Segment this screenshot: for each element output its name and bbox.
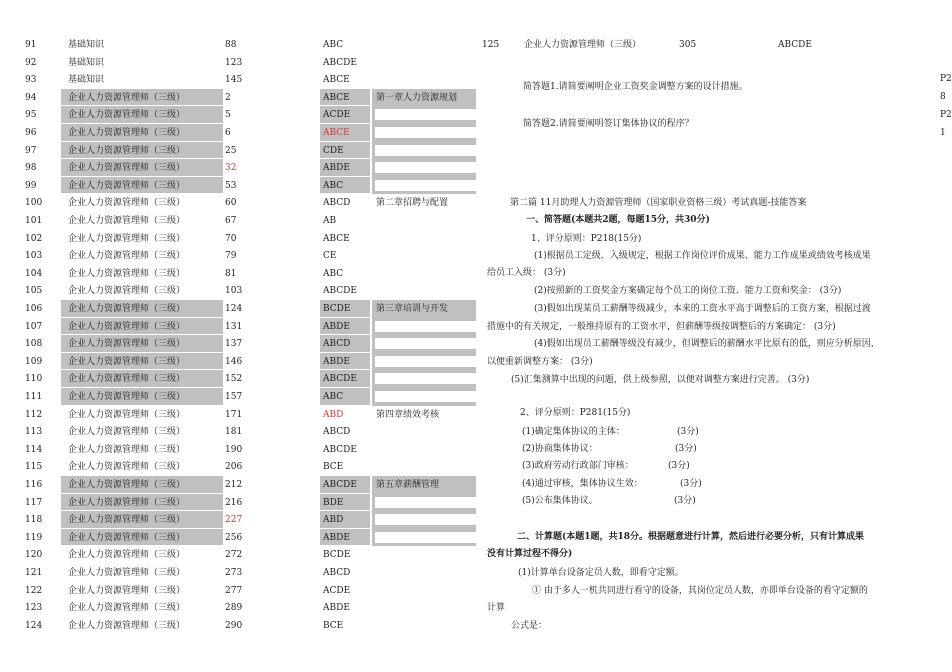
row-question-number: 81 [225,268,237,279]
section-1-heading: 一、简答题(本题共2题，每题15分，共30分) [526,215,710,225]
row-number: 91 [25,40,37,50]
row-answer: ABC [323,392,344,402]
row-number: 105 [25,286,43,297]
row-question-number: 60 [225,198,237,209]
row-number: 115 [25,462,43,473]
edge-text: 8 [940,92,946,102]
row-question-number: 256 [225,532,243,543]
row-number: 110 [25,374,43,385]
row-category: 企业人力资源管理师（三级） [68,374,186,385]
row-number: 93 [25,75,37,86]
row-number: 102 [25,233,43,244]
row-answer: ABCE [323,92,350,103]
row-answer: ABDE [323,603,350,614]
row-answer: AB [323,216,337,226]
row-number: 103 [25,251,43,262]
row-answer: ABCDE [323,286,357,297]
row-answer: ABCD [323,339,351,350]
row-question-number: 290 [225,620,243,631]
row-answer: BDE [323,497,344,508]
row-number: 119 [25,532,43,543]
blank-field [375,321,476,332]
answer-line: 以便重新调整方案： (3分) [487,357,593,367]
row-question-number: 2 [225,92,231,103]
row-category: 企业人力资源管理师（三级） [68,603,186,614]
table-row [0,423,480,441]
list-item: (2)协商集体协议： [522,444,598,454]
row-number: 122 [25,585,43,596]
row-question-number: 79 [225,251,237,262]
row-question-number: 216 [225,497,243,508]
row-category: 企业人力资源管理师（三级） [68,163,186,174]
row-answer: ABCE [323,128,350,138]
row-category: 基础知识 [68,40,105,50]
row-number: 96 [25,128,37,138]
table-row [0,247,480,265]
calc-step: 计算 [487,603,506,613]
row-question-number: 53 [225,180,237,191]
answer-table [0,36,480,636]
row-category: 企业人力资源管理师（三级） [68,497,186,508]
row-number: 121 [25,568,43,578]
row-number: 113 [25,427,43,438]
row-number: 97 [25,145,37,156]
row-question-number: 145 [225,75,243,86]
row-answer: ABC [323,268,344,279]
row-number: 98 [25,163,37,174]
blank-field [375,532,476,543]
scoring-principle-1: 1、评分原则：P218(15分) [531,234,642,244]
row-answer: ABCD [323,427,351,438]
row-number: 117 [25,497,43,508]
row-category: 企业人力资源管理师（三级） [68,251,186,262]
row-number: 106 [25,304,43,314]
list-item-score: (3分) [674,496,696,506]
row-number: 92 [25,57,37,68]
section-2-heading: 二、计算题(本题1题，共18分。根据题意进行计算，然后进行必要分析，只有计算成果 [517,532,865,542]
list-item: (5)公布集体协议。 [522,496,598,506]
row-question-number: 273 [225,568,243,578]
row-category: 企业人力资源管理师（三级） [68,339,186,350]
row-category: 企业人力资源管理师（三级） [68,550,186,561]
row-question-number: 157 [225,392,243,402]
row-question-number: 32 [225,163,237,174]
row-question-number: 212 [225,480,243,490]
row-category: 企业人力资源管理师（三级） [68,409,186,420]
table-row [0,54,480,72]
row-category: 企业人力资源管理师（三级） [68,198,186,209]
blank-field [375,356,476,367]
row-answer: ABCE [323,233,350,244]
row-answer: ABDE [323,321,350,332]
blank-field [375,338,476,349]
row-answer: ABCDE [323,444,357,455]
row-number: 94 [25,92,37,103]
row-question-number: 124 [225,304,243,314]
row-question-number: 289 [225,603,243,614]
answer-line: (1)根据员工定级、入级规定，根据工作岗位评价成果、能力工作成果或绩效考核成果 [534,251,871,261]
row-category: 企业人力资源管理师（三级） [68,233,186,244]
calc-step: ① 由于多人一机共同进行看守的设备，其岗位定员人数，亦即单台设备的看守定额的 [532,586,868,596]
row-question-number: 88 [225,40,237,50]
row-answer: BCDE [323,550,351,561]
row-answer: ABCD [323,198,351,209]
chapter-label: 第五章薪酬管理 [376,480,440,490]
section-2-heading-cont: 没有计算过程不得分) [487,549,573,559]
blank-field [375,373,476,384]
row-number: 118 [25,515,43,526]
table-row [0,546,480,564]
list-item-score: (3分) [668,461,690,471]
answer-line: (2)按照新的工资奖金方案确定每个员工的岗位工资、能力工资和奖金： (3分) [534,286,842,296]
row-answer: ACDE [323,110,351,121]
row-question-number: 146 [225,356,243,367]
table-row [0,458,480,476]
row-answer: BCDE [323,304,351,314]
row-question-number: 123 [225,57,243,68]
row-category: 企业人力资源管理师（三级） [68,392,186,402]
short-question-1: 简答题1.请简要阐明企业工资奖金调整方案的设计措施。 [523,82,748,92]
row-answer: ABC [323,40,344,50]
answer-line: (4)假如出现员工薪酬等级没有减少，但调整后的薪酬水平比原有的低，则应分析原因， [534,339,880,349]
row-category: 企业人力资源管理师（三级） [68,304,186,314]
row-question-number: 103 [225,286,243,297]
blank-field [375,497,476,508]
chapter-label: 第一章人力资源规划 [376,92,458,103]
table-row [0,582,480,600]
row-category: 企业人力资源管理师（三级） [68,568,186,578]
row-category: 基础知识 [68,57,105,68]
row-answer: CDE [323,145,344,156]
row-question-number: 190 [225,444,243,455]
answer-line: 措施中的有关规定，一般维持原有的工资水平，但薪酬等级按调整后的方案确定： (3分) [487,322,836,332]
row-question-number: 171 [225,409,243,420]
edge-text: 1 [940,128,946,138]
scoring-principle-2: 2、评分原则：P281(15分) [520,408,631,418]
row-question-number: 6 [225,128,231,138]
row-category: 企业人力资源管理师（三级） [68,427,186,438]
row-125-num: 125 [482,40,500,50]
row-number: 114 [25,444,43,455]
row-125-category: 企业人力资源管理师（三级） [524,40,642,50]
row-number: 116 [25,480,43,490]
row-answer: CE [323,251,337,262]
row-category: 基础知识 [68,75,105,86]
calc-step: (1)计算单台设备定员人数，即看守定额。 [518,568,684,578]
row-question-number: 181 [225,427,243,438]
table-row [0,441,480,459]
row-number: 109 [25,356,43,367]
row-number: 107 [25,321,43,332]
row-question-number: 70 [225,233,237,244]
list-item-score: (3分) [680,479,702,489]
blank-field [375,145,476,156]
row-number: 120 [25,550,43,561]
row-answer: ABCDE [323,57,357,68]
row-category: 企业人力资源管理师（三级） [68,480,186,490]
table-row [0,230,480,248]
row-answer: ABD [323,409,344,420]
answer-line: (3)假如出现某员工薪酬等级减少，本来的工资水平高于调整后的工资方案，根据过渡 [534,304,871,314]
row-category: 企业人力资源管理师（三级） [68,532,186,543]
table-row [0,617,480,635]
row-number: 111 [25,392,43,402]
row-number: 112 [25,409,43,420]
row-category: 企业人力资源管理师（三级） [68,92,186,103]
row-category: 企业人力资源管理师（三级） [68,110,186,121]
row-question-number: 206 [225,462,243,473]
calc-formula-label: 公式是： [511,621,548,631]
row-question-number: 131 [225,321,243,332]
row-category: 企业人力资源管理师（三级） [68,128,186,138]
row-category: 企业人力资源管理师（三级） [68,462,186,473]
row-125-answer: ABCDE [778,40,812,50]
row-number: 95 [25,110,37,121]
row-answer: ABCD [323,568,351,578]
table-row [0,212,480,230]
row-answer: ABDE [323,163,350,174]
row-answer: ABCDE [323,480,357,490]
chapter-label: 第三章培训与开发 [376,304,449,314]
chapter-label: 第四章绩效考核 [376,409,440,420]
blank-field [375,180,476,191]
row-category: 企业人力资源管理师（三级） [68,356,186,367]
row-question-number: 152 [225,374,243,385]
row-answer: BCE [323,620,344,631]
row-category: 企业人力资源管理师（三级） [68,286,186,297]
table-row [0,71,480,89]
list-item-score: (3分) [677,427,699,437]
row-number: 100 [25,198,43,209]
row-category: 企业人力资源管理师（三级） [68,216,186,226]
row-answer: ABC [323,180,344,191]
answer-line: 给员工入级： (3分) [487,268,566,278]
row-question-number: 277 [225,585,243,596]
list-item: (4)通过审核，集体协议生效： [522,479,643,489]
table-row [0,599,480,617]
chapter-label: 第二章招聘与配置 [376,198,449,209]
blank-field [375,162,476,173]
list-item: (1)确定集体协议的主体： [522,427,625,437]
row-category: 企业人力资源管理师（三级） [68,585,186,596]
row-answer: ABDE [323,356,350,367]
row-number: 108 [25,339,43,350]
row-answer: BCE [323,462,344,473]
edge-text: P2 [940,110,952,120]
table-row [0,282,480,300]
row-question-number: 25 [225,145,237,156]
row-category: 企业人力资源管理师（三级） [68,620,186,631]
row-category: 企业人力资源管理师（三级） [68,268,186,279]
row-category: 企业人力资源管理师（三级） [68,321,186,332]
row-number: 124 [25,620,43,631]
row-answer: ABCE [323,75,350,86]
row-answer: ABCDE [323,374,357,385]
row-answer: ACDE [323,585,351,596]
row-number: 104 [25,268,43,279]
table-row [0,564,480,582]
short-question-2: 简答题2.请简要阐明签订集体协议的程序？ [523,119,694,129]
blank-field [375,109,476,120]
list-item: (3)政府劳动行政部门审核： [522,461,634,471]
row-question-number: 272 [225,550,243,561]
row-question-number: 227 [225,515,243,526]
row-category: 企业人力资源管理师（三级） [68,515,186,526]
row-category: 企业人力资源管理师（三级） [68,444,186,455]
list-item-score: (3分) [675,444,697,454]
row-answer: ABD [323,515,344,526]
blank-field [375,514,476,525]
answer-line: (5)汇集测算中出现的问题，供上级参照，以便对调整方案进行完善。 (3分) [511,375,810,385]
table-row [0,36,480,54]
row-number: 99 [25,180,37,191]
blank-field [375,127,476,138]
row-category: 企业人力资源管理师（三级） [68,145,186,156]
edge-text: P2 [940,74,952,84]
row-question-number: 5 [225,110,231,121]
row-125-question: 305 [679,40,697,50]
row-number: 123 [25,603,43,614]
section-title: 第二篇 11月助理人力资源管理师（国家职业资格三级）考试真题-技能答案 [510,198,807,208]
row-number: 101 [25,216,43,226]
row-category: 企业人力资源管理师（三级） [68,180,186,191]
blank-field [375,391,476,402]
row-question-number: 67 [225,216,237,226]
row-answer: ABDE [323,532,350,543]
table-row [0,265,480,283]
row-question-number: 137 [225,339,243,350]
